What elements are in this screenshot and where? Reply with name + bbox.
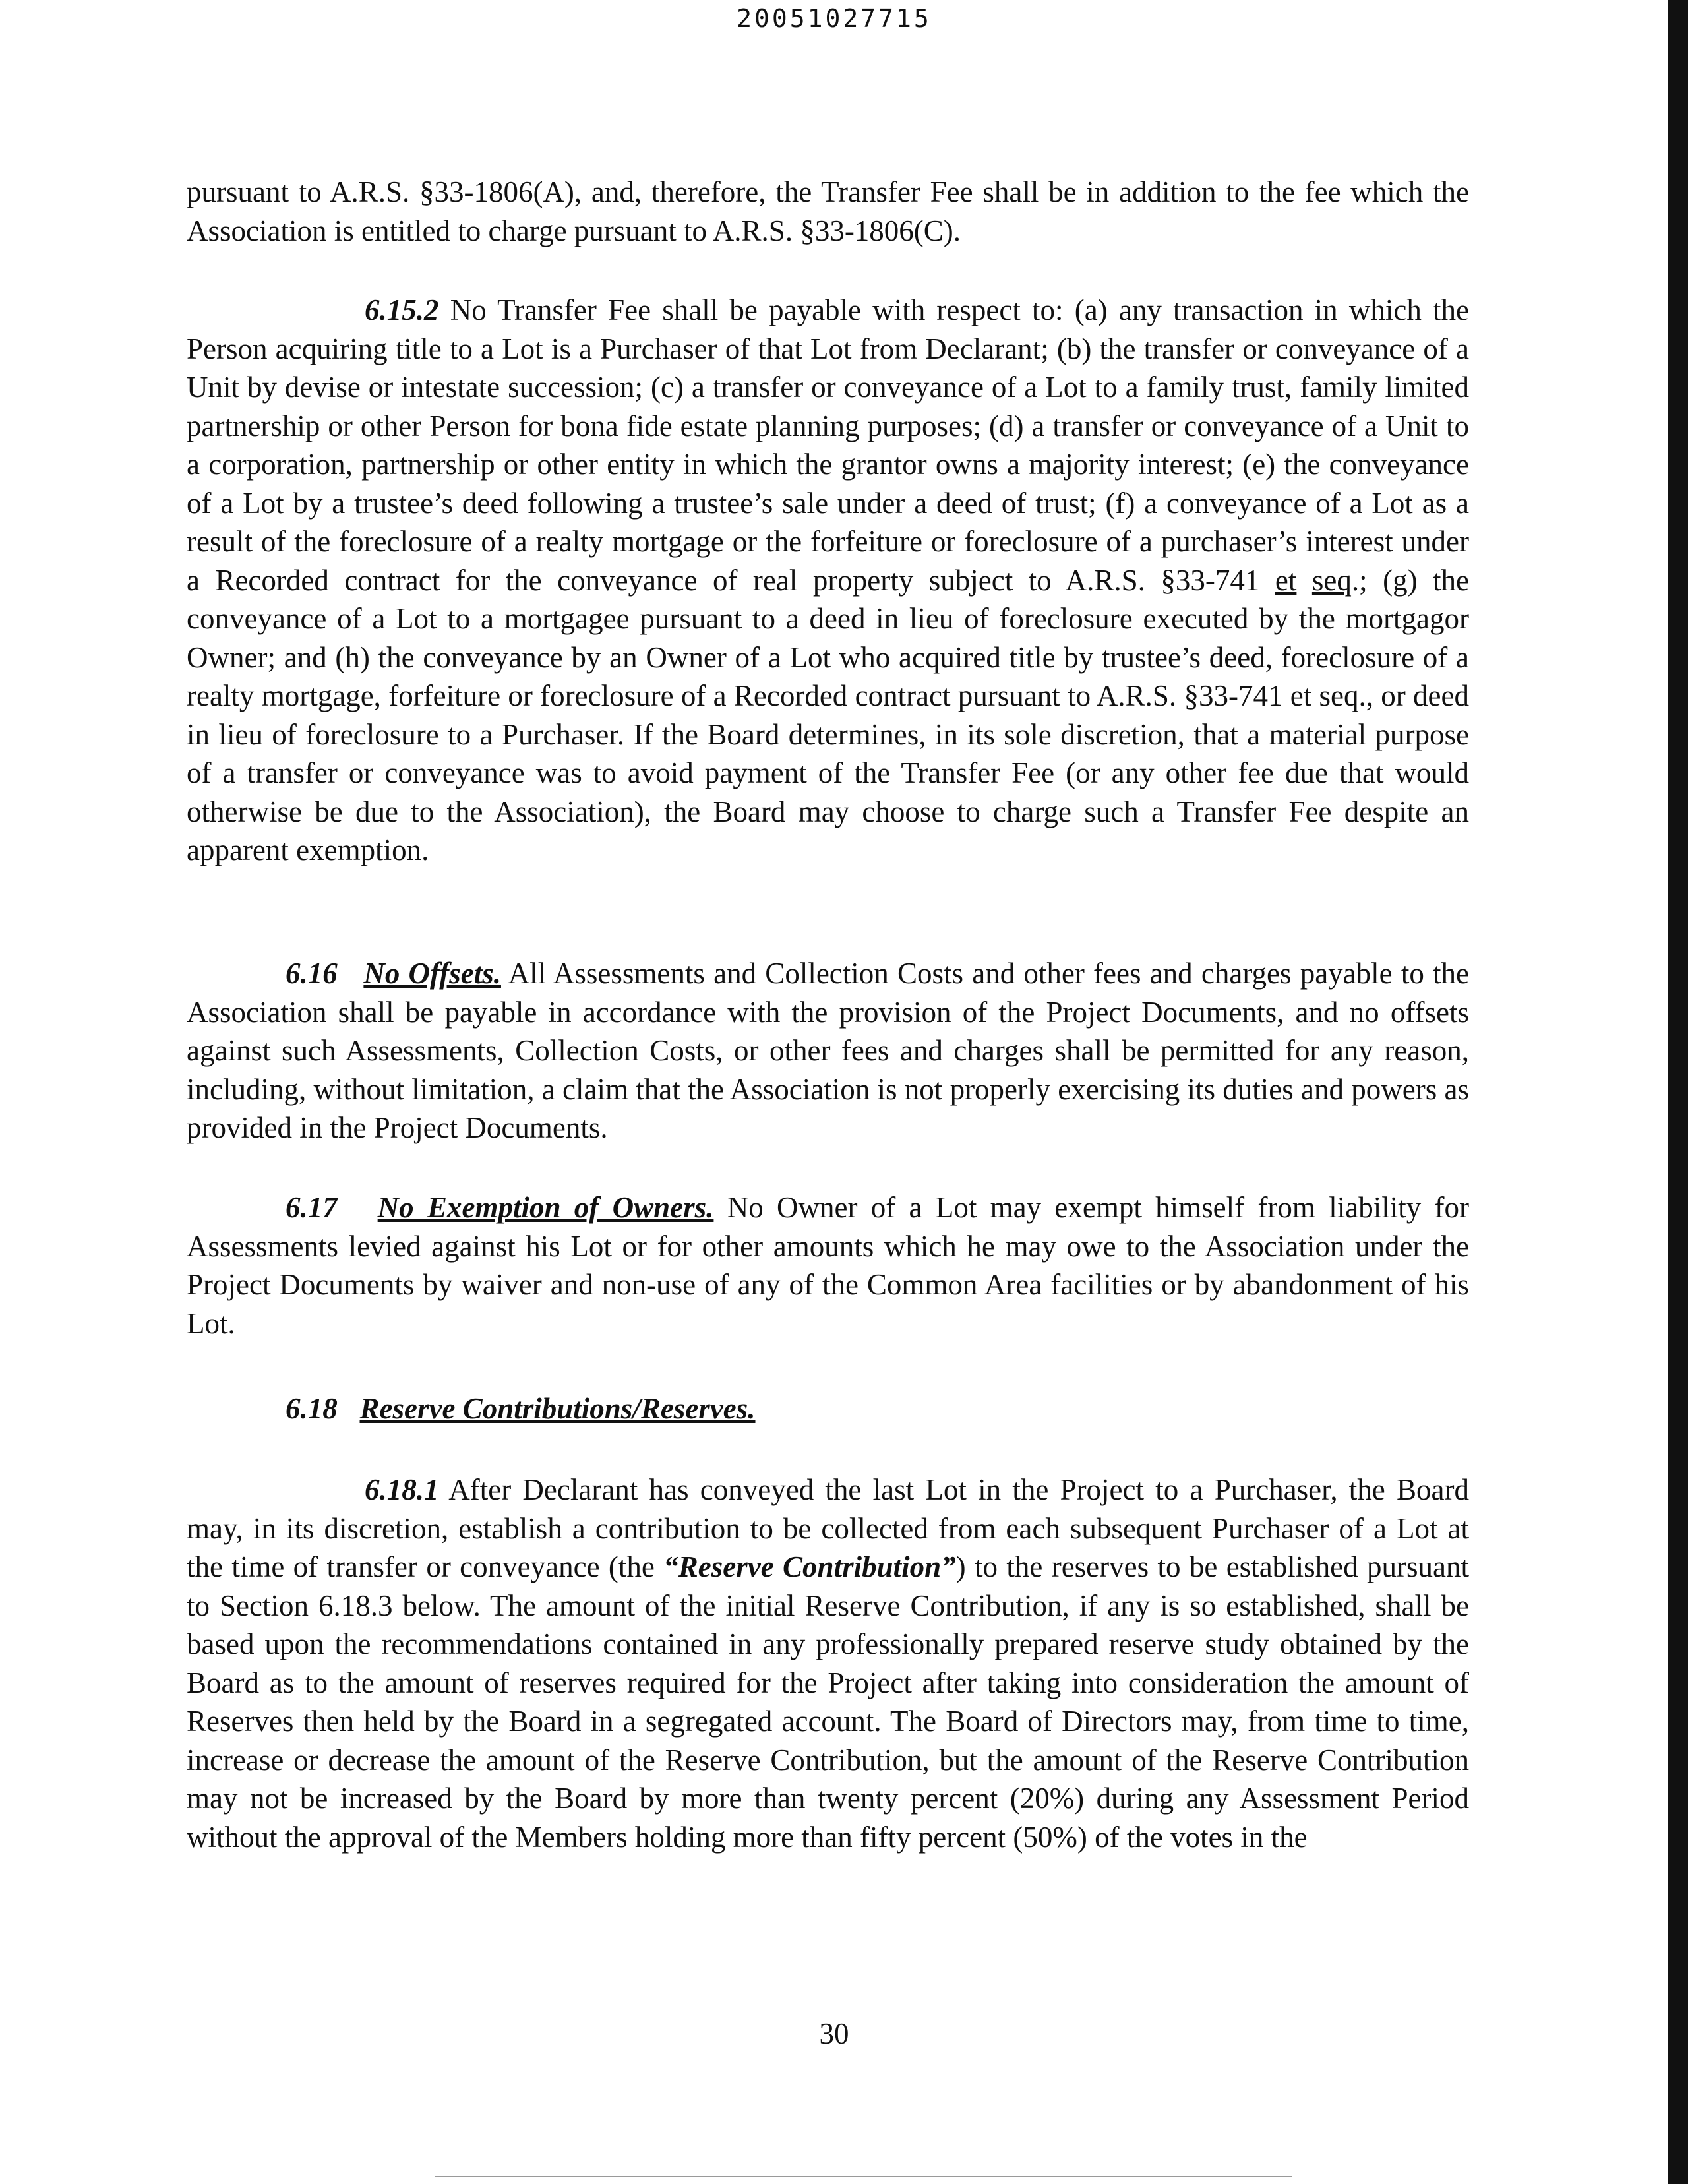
paragraph-text: No Transfer Fee shall be payable with respect to: (a) any transaction in which the Person acquiring title to a Lot is a Purchaser of that Lot from Declarant; (b) the transfer or conveyance of a Unit by devise or intestate succession; (c) a transfer or conveyance of a Lot to a family trust, family limited partnership or other Person for bona fide estate planning purposes; (d) a transfer or conveyance of a Unit to a corporation, partnership or other entity in which the grantor owns a majority interest; (e) the conveyance of a Lot by a trustee’s deed following a trustee’s sale under a deed of trust; (f) a conveyance of a Lot as a result of the foreclosure of a realty mortgage or the forfeiture or foreclosure of a purchaser’s interest under a Recorded contract for the conveyance of real property subject to A.R.S. §33-741 bbox=[187, 293, 1469, 597]
defined-term: “Reserve Contribution” bbox=[663, 1550, 956, 1583]
section-number: 6.16 bbox=[286, 957, 338, 990]
page-number: 30 bbox=[819, 2017, 849, 2050]
section-number: 6.18.1 bbox=[365, 1473, 439, 1506]
space bbox=[1296, 564, 1311, 597]
section-title: No Offsets. bbox=[363, 957, 501, 990]
scan-edge-border bbox=[1668, 0, 1688, 2184]
section-number: 6.18 bbox=[286, 1392, 338, 1425]
heading-6-18 bbox=[286, 1389, 756, 1428]
paragraph-text: No Owner of a Lot may exempt himself from liability for Assessments levied against his Lot or for other amounts which he may owe to the Association under the Project Documents by waiver and non-use of any of the Common Area facilities or by abandonment of his Lot. bbox=[187, 1191, 1469, 1340]
paragraph-6-17 bbox=[187, 1188, 1469, 1343]
paragraph-6-16 bbox=[187, 954, 1469, 1147]
section-number: 6.15.2 bbox=[365, 293, 439, 326]
et-abbrev: et bbox=[1275, 563, 1297, 597]
paragraph-text-continued: ) to the reserves to be established pursuant to Section 6.18.3 below. The amount of the initial Reserve Contribution, if any is so established, shall be based upon the recommendations contained in any professionally prepared reserve study obtained by the Board as to the amount of reserves required for the Project after taking into consideration the amount of Reserves then held by the Board in a segregated account. The Board of Directors may, from time to time, increase or decrease the amount of the Reserve Contribution, but the amount of the Reserve Contribution may not be increased by the Board by more than twenty percent (20%) during any Assessment Period without the approval of the Members holding more than fifty percent (50%) of the votes in the bbox=[187, 1550, 1469, 1854]
paragraph-text: All Assessments and Collection Costs and other fees and charges payable to the Association shall be payable in accordance with the provision of the Project Documents, and no offsets against such Assessments, Collection Costs, or other fees and charges shall be permitted for any reason, including, without limitation, a claim that the Association is not properly exercising its duties and powers as provided in the Project Documents. bbox=[187, 957, 1469, 1144]
document-number: 20051027715 bbox=[737, 4, 932, 33]
paragraph-text: After Declarant has conveyed the last Lot in the Project to a Purchaser, the Board may, in its discretion, establish a contribution to be collected from each subsequent Purchaser of a Lot at the time of transfer or conveyance (the bbox=[187, 1473, 1469, 1583]
paragraph-6-18-1 bbox=[187, 1471, 1469, 1856]
seq-abbrev: seq bbox=[1311, 563, 1352, 597]
bottom-scan-line bbox=[435, 2176, 1292, 2177]
section-title: Reserve Contributions/Reserves. bbox=[359, 1392, 756, 1425]
paragraph-continuation bbox=[187, 173, 1469, 250]
section-number: 6.17 bbox=[286, 1191, 338, 1224]
section-title: No Exemption of Owners. bbox=[377, 1191, 714, 1224]
paragraph-text-continued: .; (g) the conveyance of a Lot to a mortgagee pursuant to a deed in lieu of foreclosure executed by the mortgagor Owner; and (h) the conveyance by an Owner of a Lot who acquired title by trustee’s deed, foreclosure of a realty mortgage, forfeiture or foreclosure of a Recorded contract pursuant to A.R.S. §33-741 et seq., or deed in lieu of foreclosure to a Purchaser. If the Board determines, in its sole discretion, that a material purpose of a transfer or conveyance was to avoid payment of the Transfer Fee (or any other fee due that would otherwise be due to the Association), the Board may choose to charge such a Transfer Fee despite an apparent exemption. bbox=[187, 563, 1470, 866]
paragraph-text: pursuant to A.R.S. §33-1806(A), and, therefore, the Transfer Fee shall be in addition to the fee which the Association is entitled to charge pursuant to A.R.S. §33-1806(C). bbox=[187, 175, 1469, 247]
paragraph-6-15-2 bbox=[187, 291, 1469, 870]
